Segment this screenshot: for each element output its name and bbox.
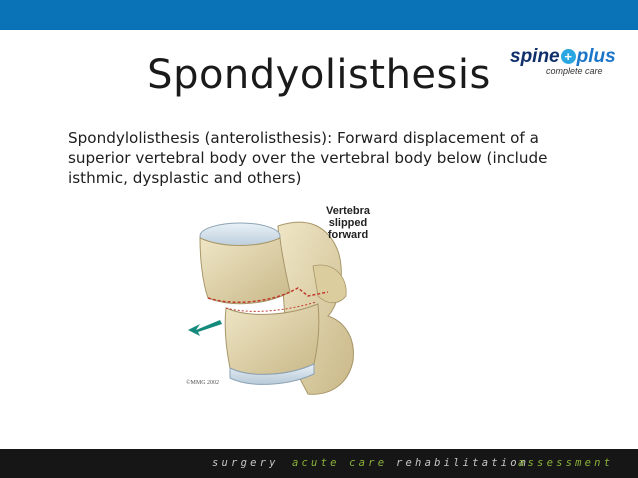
logo-spine-text: spine <box>510 46 560 67</box>
top-band <box>0 0 638 30</box>
logo-wordmark <box>510 46 616 68</box>
figure-copyright: ©MMG 2002 <box>186 380 220 386</box>
slide-title: Spondyolisthesis <box>147 52 491 98</box>
spondylolisthesis-illustration <box>178 196 378 418</box>
logo-plus-text: plus <box>576 46 616 67</box>
footer-item-acute-care: acute care <box>292 457 388 469</box>
footer-item-assessment: assessment <box>518 457 614 469</box>
footer-item-rehabilitation: rehabilitation <box>396 457 530 469</box>
definition-text: Spondylolisthesis (anterolisthesis): Forward displacement of a superior vertebral body over the vertebral body below (include isthmic, dysplastic and others) <box>68 129 548 187</box>
footer-bar <box>0 449 638 478</box>
logo-plus-circle-icon: + <box>561 49 576 64</box>
figure-label-line-3: forward <box>327 229 369 241</box>
logo-tagline: complete care <box>546 66 603 76</box>
figure-label-line-1: Vertebra <box>325 205 371 217</box>
figure-label-line-2: slipped <box>328 217 368 229</box>
footer-item-surgery: surgery <box>212 457 279 469</box>
spine-plus-logo <box>510 46 628 82</box>
